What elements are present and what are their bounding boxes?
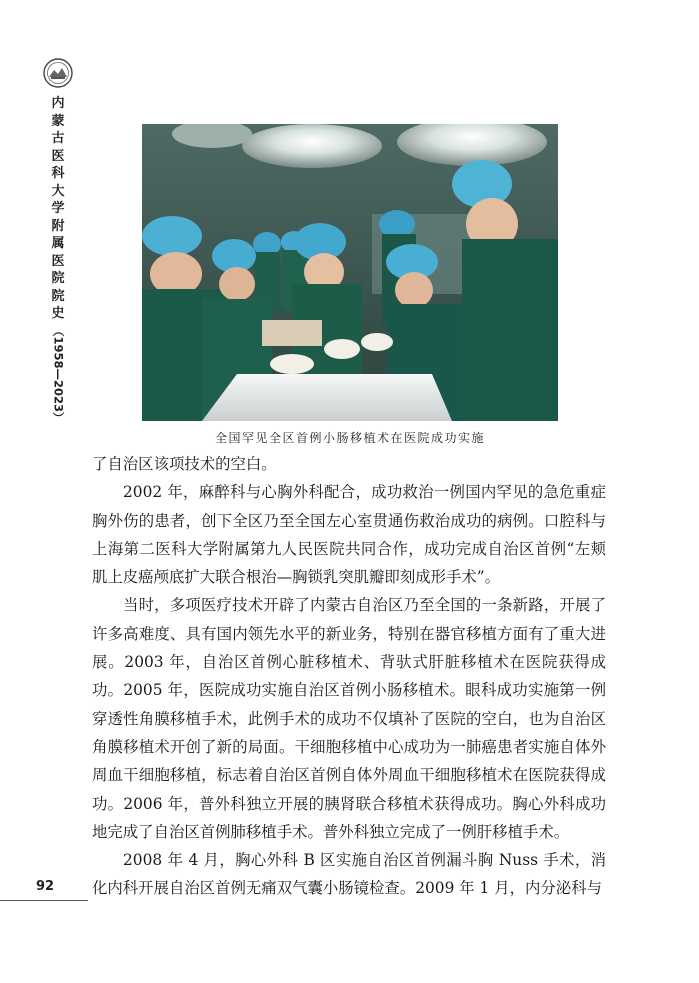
title-char: 史 xyxy=(51,306,65,321)
title-char: 蒙 xyxy=(51,113,65,129)
title-char: 学 xyxy=(51,201,65,216)
paragraph: 了自治区该项技术的空白。 xyxy=(92,455,277,473)
surgery-photo xyxy=(142,124,558,421)
title-char: 医 xyxy=(51,148,65,164)
paragraph: 当时，多项医疗技术开辟了内蒙古自治区乃至全国的一条新路，开展了许多高难度、具有国内领先水平的新业务，特别在器官移植方面有了重大进展。2003 年，自治区首例心脏移植术、背驮式肝脏移植术在医院获得成功。2005 年，医院成功实施自治区首例小肠移植术。眼科成功实施第一例穿透性角膜移植手术，此例手术的成功不仅填补了医院的空白，也为自治区角膜移植术开创了新的局面。干细胞移植中心成功为一肺癌患者实施自体外周血干细胞移植，标志着自治区首例自体外周血干细胞移植术在医院获得成功。2006 年，普外科独立开展的胰肾联合移植术获得成功。胸心外科成功地完成了自治区首例肺移植手术。普外科独立完成了一例肝移植手术。 xyxy=(92,596,606,841)
figure-caption: 全国罕见全区首例小肠移植术在医院成功实施 xyxy=(214,431,485,445)
title-char: 医 xyxy=(51,253,65,269)
hospital-seal-logo xyxy=(43,58,73,88)
title-char: 附 xyxy=(51,218,65,234)
title-char: 内 xyxy=(51,96,65,111)
title-char: 院 xyxy=(51,288,65,304)
paragraph: 2002 年，麻醉科与心胸外科配合，成功救治一例国内罕见的急危重症胸外伤的患者，创下全区乃至全国左心室贯通伤救治成功的病例。口腔科与上海第二医科大学附属第九人民医院共同合作，成功完成自治区首例“左颊肌上皮癌颅底扩大联合根治—胸锁乳突肌瓣即刻成形手术”。 xyxy=(92,483,606,587)
body-text xyxy=(92,450,606,903)
page-number: 92 xyxy=(36,879,55,894)
paragraph: 2008 年 4 月，胸心外科 B 区实施自治区首例漏斗胸 Nuss 手术，消化内科开展自治区首例无痛双气囊小肠镜检查。2009 年 1 月，内分泌科与 xyxy=(92,851,606,898)
title-char: 科 xyxy=(51,166,65,181)
running-head-years: （1958—2023） xyxy=(51,324,66,424)
title-char: 古 xyxy=(51,131,65,146)
page-number-rule xyxy=(0,900,88,901)
running-head-book-title xyxy=(45,95,71,423)
title-char: 属 xyxy=(51,236,65,251)
title-char: 大 xyxy=(51,183,65,199)
title-char: 院 xyxy=(51,271,65,286)
